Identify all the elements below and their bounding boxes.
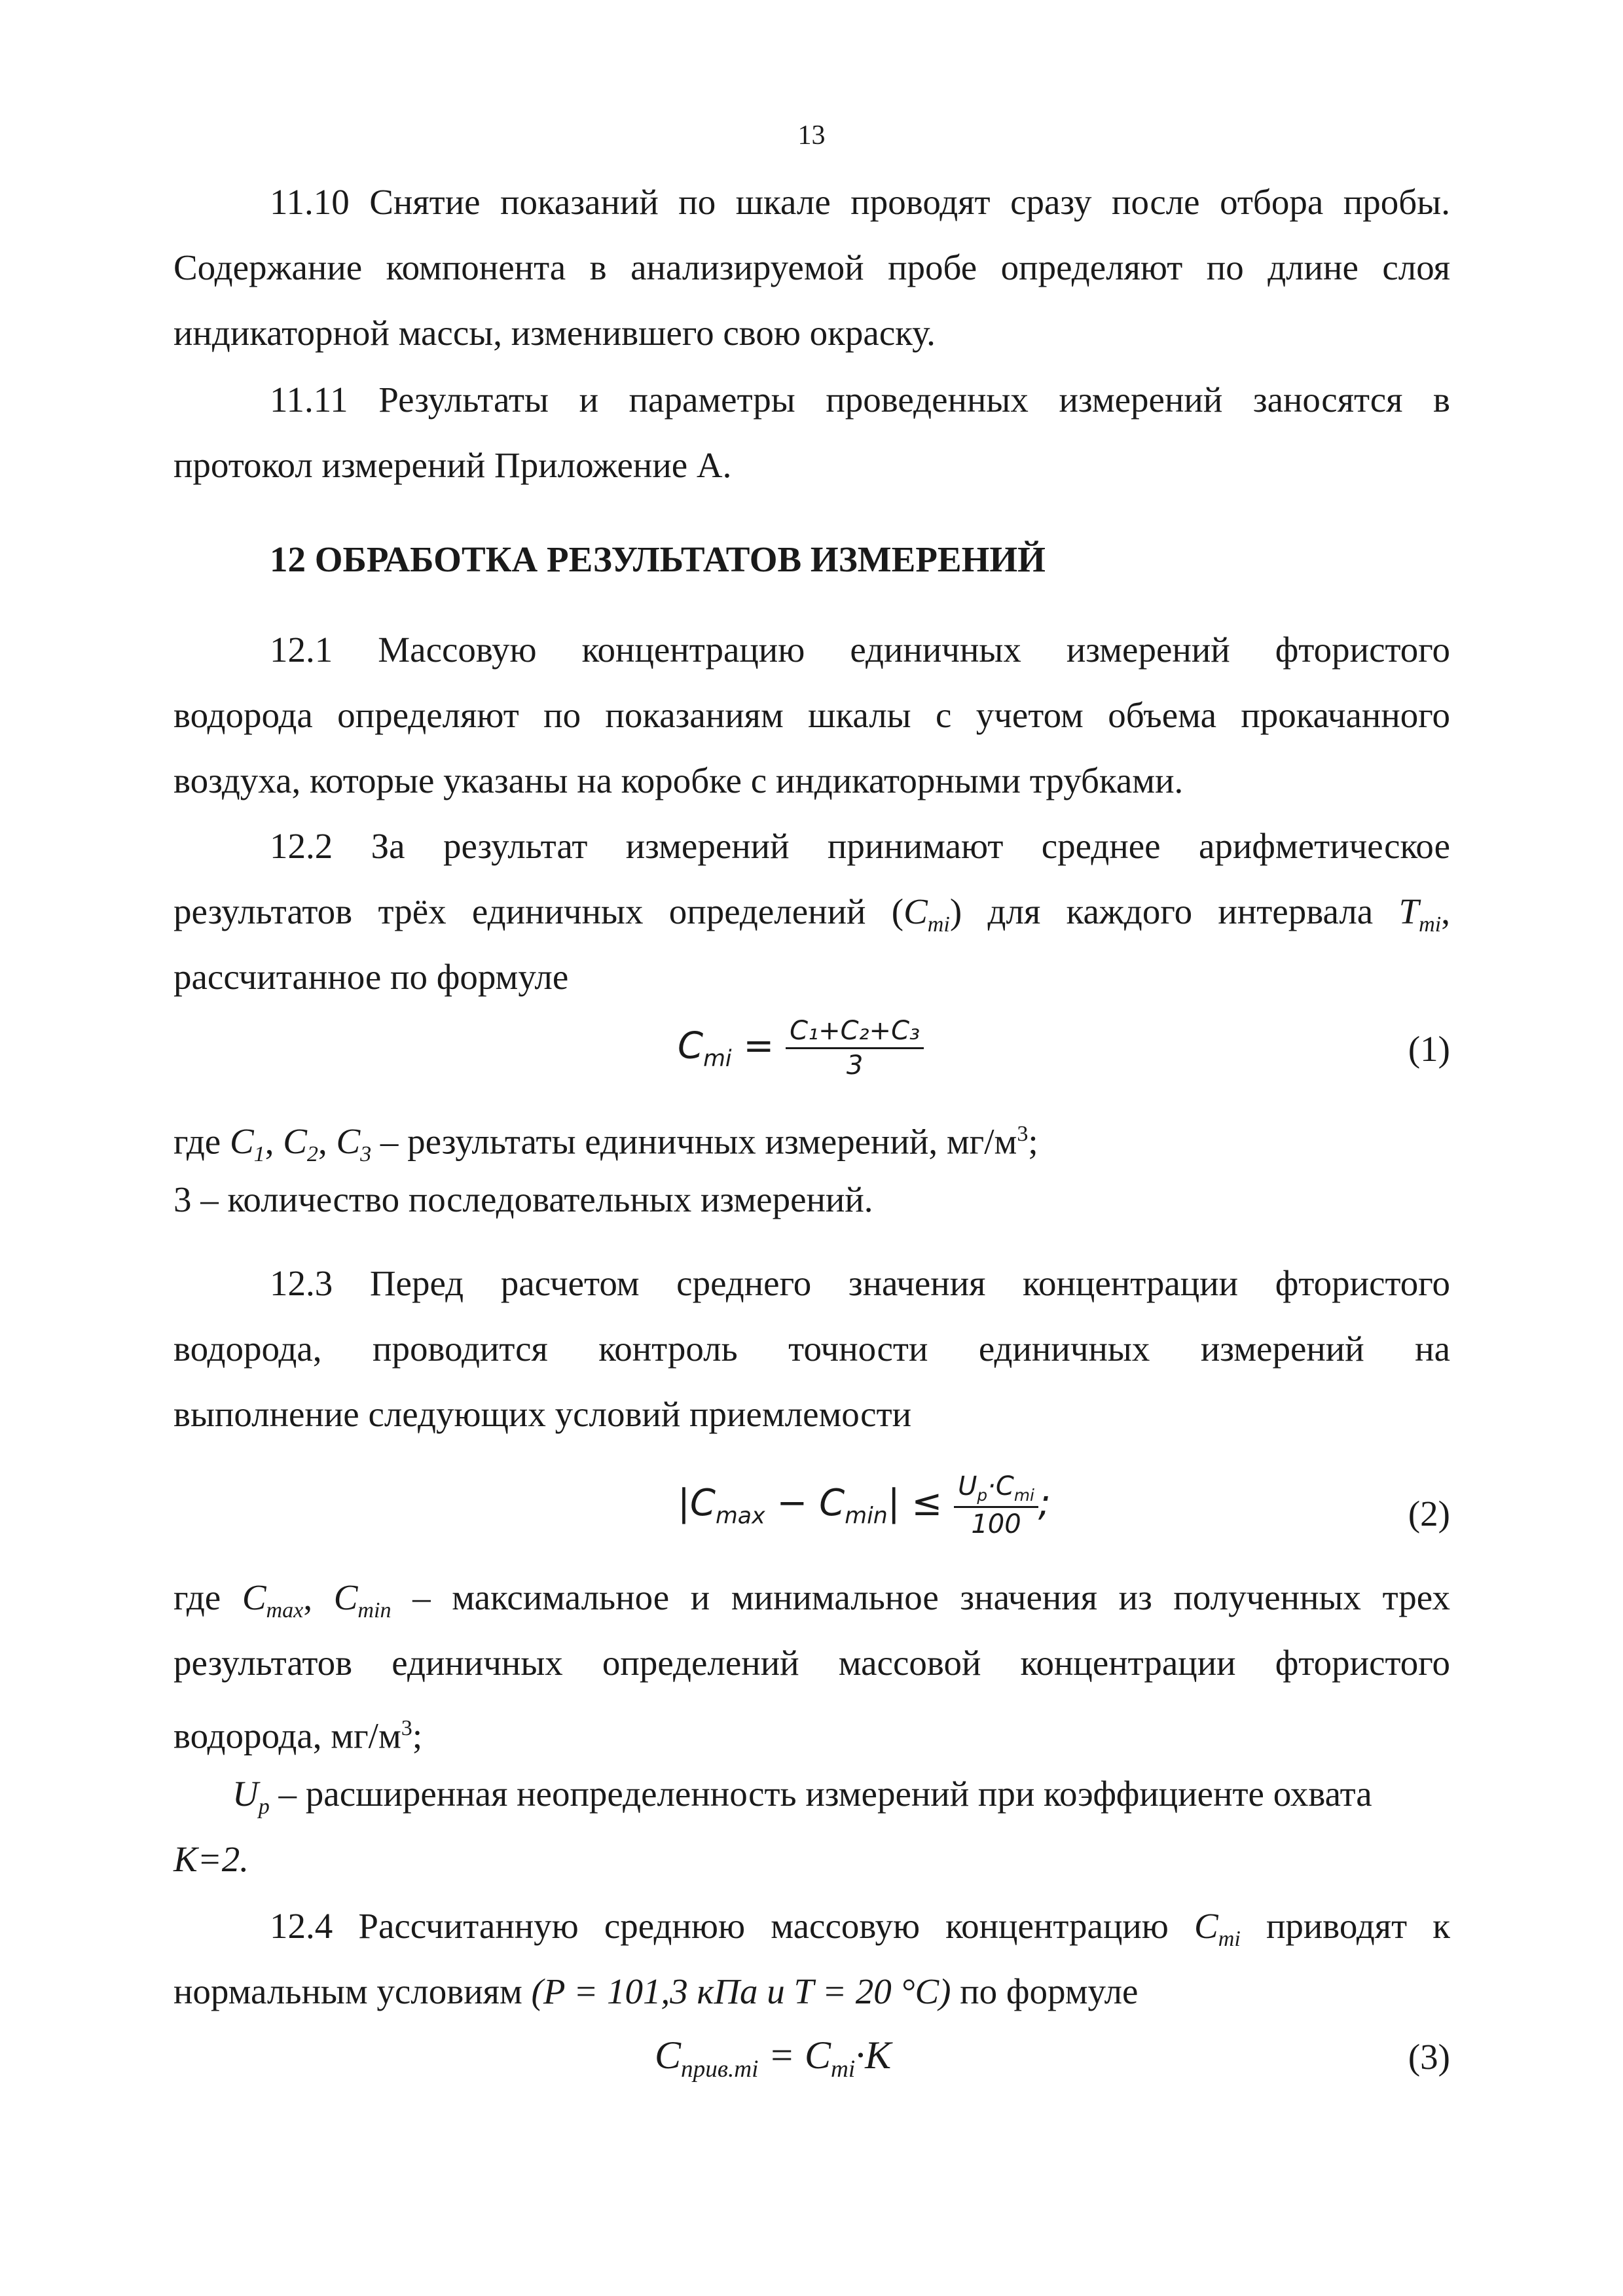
p11-10-line-2: Содержание компонента в анализируемой пробе определяют по длине слоя bbox=[173, 247, 1450, 287]
cmi2-letter: C bbox=[1194, 1906, 1218, 1946]
f1-where-text: – результаты единичных измерений, мг/м bbox=[371, 1121, 1017, 1162]
f2-denominator: 100 bbox=[971, 1509, 1021, 1539]
formula-1-number: (1) bbox=[1408, 1029, 1450, 1069]
f1-note-line: 3 – количество последовательных измерений. bbox=[173, 1179, 873, 1219]
f2-where-text: – максимальное и минимальное значения из полученных трех bbox=[391, 1577, 1450, 1617]
f2-where-sup: 3 bbox=[401, 1716, 412, 1740]
cmax-sub: max bbox=[266, 1598, 304, 1623]
p12-1-line-1: 12.1 Массовую концентрацию единичных измерений фтористого bbox=[270, 630, 1450, 670]
c1-sub: 1 bbox=[253, 1142, 265, 1167]
f3-lhs-sub: прив.mi bbox=[681, 2056, 759, 2083]
p12-4-text-b: приводят к bbox=[1240, 1906, 1450, 1946]
f2-num-u: U bbox=[958, 1471, 977, 1501]
f2-sub-max: max bbox=[715, 1503, 765, 1530]
cmi-letter: C bbox=[903, 891, 928, 931]
p11-10-line-3: индикаторной массы, изменившего свою окраску. bbox=[173, 313, 936, 353]
formula-1 bbox=[678, 1016, 924, 1081]
p12-2-text-a: результатов трёх единичных определений ( bbox=[173, 891, 904, 931]
f2-num-c: ·C bbox=[987, 1471, 1014, 1501]
formula-2-number: (2) bbox=[1408, 1494, 1450, 1534]
sep-3: , bbox=[303, 1577, 334, 1617]
symbol-cmi-2 bbox=[1194, 1906, 1241, 1951]
sep-2: , bbox=[318, 1121, 337, 1162]
symbol-c3 bbox=[336, 1121, 372, 1167]
c3-sub: 3 bbox=[360, 1142, 372, 1167]
c3-letter: C bbox=[336, 1121, 361, 1162]
formula-2 bbox=[678, 1471, 1051, 1539]
p12-2-line-3: рассчитанное по формуле bbox=[173, 957, 569, 997]
p12-3-line-3: выполнение следующих условий приемлемости bbox=[173, 1394, 912, 1434]
f2-minus: − C bbox=[765, 1482, 845, 1525]
p12-4-text-a: 12.4 Рассчитанную среднюю массовую концентрацию bbox=[270, 1906, 1195, 1946]
f1-numerator: C₁+C₂+C₃ bbox=[786, 1016, 924, 1049]
p12-1-line-3: воздуха, которые указаны на коробке с индикаторными трубками. bbox=[173, 761, 1184, 800]
f1-equals: = bbox=[731, 1024, 786, 1067]
cmin-sub: min bbox=[357, 1598, 392, 1623]
cmin-letter: C bbox=[333, 1577, 358, 1617]
c2-sub: 2 bbox=[306, 1142, 318, 1167]
p12-3-line-1: 12.3 Перед расчетом среднего значения концентрации фтористого bbox=[270, 1263, 1450, 1303]
c2-letter: C bbox=[283, 1121, 307, 1162]
f1-where-end: ; bbox=[1028, 1121, 1038, 1162]
f1-lhs: C bbox=[678, 1024, 704, 1067]
f2-numerator bbox=[954, 1471, 1038, 1508]
f1-where-line bbox=[173, 1113, 1450, 1176]
f3-sub: mi bbox=[830, 2056, 856, 2083]
f2-semicolon: ; bbox=[1038, 1482, 1051, 1525]
f1-where-sup: 3 bbox=[1017, 1122, 1029, 1146]
p12-2-line-1: 12.2 За результат измерений принимают среднее арифметическое bbox=[270, 826, 1450, 866]
f2-where-line-1 bbox=[173, 1576, 1450, 1632]
f2-leq: | ≤ bbox=[887, 1482, 955, 1525]
f2-num-p: p bbox=[977, 1486, 988, 1505]
f1-denominator: 3 bbox=[846, 1050, 864, 1081]
normal-conditions: (P = 101,3 кПа и T = 20 °C) bbox=[531, 1971, 951, 2011]
up-def-text: – расширенная неопределенность измерений при коэффициенте охвата bbox=[269, 1774, 1372, 1814]
p12-4-text-d: по формуле bbox=[951, 1971, 1139, 2011]
p12-3-line-2: водорода, проводится контроль точности единичных измерений на bbox=[173, 1329, 1450, 1369]
f2-where-end: ; bbox=[412, 1715, 423, 1756]
up-def-line-1 bbox=[232, 1772, 1450, 1829]
page-number: 13 bbox=[797, 120, 826, 151]
tmi-sub: mi bbox=[1419, 912, 1442, 937]
c1-letter: C bbox=[229, 1121, 254, 1162]
f2-where-line-2: результатов единичных определений массовой концентрации фтористого bbox=[173, 1643, 1450, 1683]
symbol-cmi bbox=[903, 891, 950, 937]
coverage-factor: K=2. bbox=[173, 1839, 249, 1879]
sep-1: , bbox=[264, 1121, 283, 1162]
f3-equals: = C bbox=[758, 2034, 831, 2077]
symbol-cmax bbox=[242, 1577, 304, 1623]
p12-4-line-2 bbox=[173, 1970, 1450, 2013]
cmi-sub: mi bbox=[927, 912, 950, 937]
f1-fraction bbox=[786, 1016, 924, 1081]
up-sub: p bbox=[258, 1795, 270, 1819]
f2-where-line-3 bbox=[173, 1707, 1450, 1757]
symbol-c1 bbox=[229, 1121, 265, 1167]
p12-4-line-1 bbox=[270, 1905, 1450, 1961]
formula-3-number: (3) bbox=[1408, 2037, 1450, 2077]
p12-1-line-2: водорода определяют по показаниям шкалы с учетом объема прокачанного bbox=[173, 695, 1450, 735]
f2-sub-min: min bbox=[845, 1503, 888, 1530]
f2-where-unit: водорода, мг/м bbox=[173, 1715, 401, 1756]
formula-3 bbox=[655, 2032, 891, 2092]
f3-lhs: C bbox=[655, 2034, 682, 2077]
p11-11-line-1: 11.11 Результаты и параметры проведенных измерений заносятся в bbox=[270, 380, 1450, 420]
cmax-letter: C bbox=[242, 1577, 266, 1617]
section-heading: 12 ОБРАБОТКА РЕЗУЛЬТАТОВ ИЗМЕРЕНИЙ bbox=[270, 539, 1046, 579]
symbol-cmin bbox=[333, 1577, 392, 1623]
tmi-letter: T bbox=[1398, 891, 1419, 931]
f2-where-prefix: где bbox=[173, 1577, 242, 1617]
f1-where-prefix: где bbox=[173, 1121, 230, 1162]
p12-2-text-b: ) для каждого интервала bbox=[949, 891, 1399, 931]
symbol-c2 bbox=[283, 1121, 318, 1167]
p11-10-line-1: 11.10 Снятие показаний по шкале проводят сразу после отбора пробы. bbox=[270, 182, 1450, 222]
f2-num-mi: mi bbox=[1013, 1486, 1034, 1505]
f2-fraction bbox=[954, 1471, 1038, 1539]
p12-2-text-c: , bbox=[1441, 891, 1450, 931]
p12-4-text-c: нормальным условиям bbox=[173, 1971, 532, 2011]
f1-lhs-sub: mi bbox=[703, 1045, 732, 1072]
symbol-up bbox=[232, 1774, 270, 1819]
p11-11-line-2: протокол измерений Приложение А. bbox=[173, 445, 732, 485]
f3-rhs: ·K bbox=[855, 2034, 892, 2077]
up-letter: U bbox=[232, 1774, 259, 1814]
symbol-tmi bbox=[1398, 891, 1442, 937]
p12-2-line-2 bbox=[173, 890, 1450, 946]
f2-abs-open: |C bbox=[678, 1482, 716, 1525]
cmi2-sub: mi bbox=[1218, 1927, 1241, 1951]
up-def-line-2 bbox=[173, 1838, 1450, 1881]
